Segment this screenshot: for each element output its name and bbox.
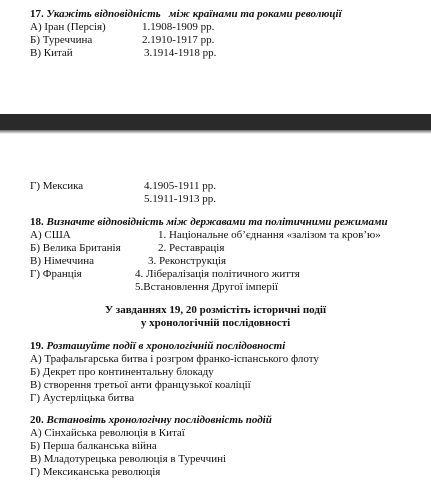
q17-title: 17. Укажіть відповідність між країнами та роками революції [30,8,342,20]
q17-option-5: 5.1911-1913 рр. [144,193,217,205]
q17-row-v: В) Китай [30,47,73,59]
q18-row-v: В) Німеччина [30,255,95,267]
q20-item-b: Б) Перша балканська війна [30,440,157,452]
q18-row-a: А) США [30,229,71,241]
q18-option-4: 4. Лібералізація політичного життя [135,268,300,280]
q19-item-v: В) створення третьої анти французької коаліції [30,379,251,391]
q20-item-g: Г) Мексиканська революція [30,466,161,478]
q19-item-g: Г) Аустерліцька битва [30,392,135,404]
q20-item-v: В) Младотурецька революція в Туреччині [30,453,227,465]
q17-row-a: А) Іран (Персія) [30,21,106,33]
page-break-band [0,114,431,130]
q20-title: 20. Встановіть хронологічну послідовність подій [30,414,272,426]
q18-option-3: 3. Реконструкція [148,255,227,267]
instruction-line-1: У завданнях 19, 20 розмістіть історичні події [104,304,327,316]
q18-title: 18. Визначте відповідність між державами та політичними режимами [30,216,388,228]
q18-row-b: Б) Велика Британія [30,242,121,254]
q20-item-a: А) Сінхайська революція в Китаї [30,427,185,439]
instruction-line-2: у хронологічній послідовності [140,317,291,329]
q17-row-g: Г) Мексика [30,180,84,192]
q17-option-3: 3.1914-1918 рр. [144,47,217,59]
q18-option-5: 5.Встановлення Другої імперії [135,281,278,293]
q18-option-1: 1. Національне об’єднання «залізом та кров’ю» [158,229,381,241]
q17-option-1: 1.1908-1909 рр. [142,21,215,33]
q17-option-4: 4.1905-1911 рр. [144,180,217,192]
q17-row-b: Б) Туреччина [30,34,93,46]
q17-option-2: 2.1910-1917 рр. [142,34,215,46]
q18-option-2: 2. Реставрація [158,242,225,254]
q19-item-a: А) Трафальгарська битва і розгром франко-іспанського флоту [30,353,319,365]
q19-item-b: Б) Декрет про континентальну блокаду [30,366,214,378]
q19-title: 19. Розташуйте події в хронологічній послідовності [30,340,286,352]
q18-row-g: Г) Франція [30,268,82,280]
